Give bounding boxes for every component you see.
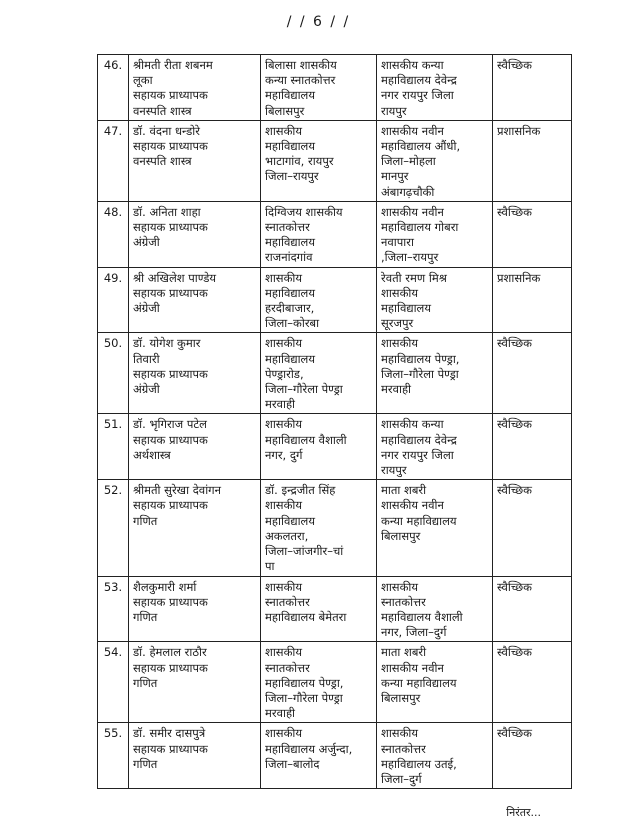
name-designation-cell-line: सहायक प्राध्यापक: [133, 220, 208, 235]
current-posting-cell: [261, 414, 377, 480]
name-designation-cell-line: श्रीमती रीता शबनम: [133, 58, 213, 72]
new-posting-cell-line: मानपुर: [381, 169, 409, 184]
current-posting-cell-line: मरवाही: [265, 706, 296, 721]
current-posting-cell-line: मरवाही: [265, 397, 296, 412]
transfer-type-cell: स्वैच्छिक: [493, 414, 572, 480]
new-posting-cell-line: नवापारा: [381, 235, 414, 250]
new-posting-cell-line: महाविद्यालय देवेन्द्र: [381, 73, 457, 88]
new-posting-cell-line: रेवती रमण मिश्र: [381, 270, 447, 285]
transfer-list-table: [97, 54, 572, 789]
table-row: [98, 642, 572, 723]
transfer-type-cell: स्वैच्छिक: [493, 55, 572, 121]
table-row: [98, 201, 572, 267]
name-designation-cell-line: अंग्रेजी: [133, 301, 160, 316]
serial-number-cell: 51.: [98, 414, 129, 480]
new-posting-cell-line: शासकीय कन्या: [381, 417, 444, 432]
current-posting-cell-line: जिला–रायपुर: [265, 169, 319, 184]
name-designation-cell-line: गणित: [133, 609, 158, 624]
current-posting-cell: [261, 333, 377, 414]
current-posting-cell: [261, 576, 377, 642]
name-designation-cell-line: तिवारी: [133, 351, 160, 366]
new-posting-cell-line: शासकीय: [381, 336, 419, 351]
name-designation-cell-line: सहायक प्राध्यापक: [133, 660, 208, 675]
current-posting-cell: [261, 267, 377, 333]
new-posting-cell-line: ,जिला–रायपुर: [381, 250, 439, 265]
current-posting-cell: [261, 55, 377, 121]
name-designation-cell-line: डॉ. वंदना धन्डोरे: [133, 123, 200, 138]
new-posting-cell-line: महाविद्यालय देवेन्द्र: [381, 432, 457, 447]
name-designation-cell-line: सहायक प्राध्यापक: [133, 432, 208, 447]
current-posting-cell-line: राजनांदगांव: [265, 250, 313, 265]
table-row: [98, 55, 572, 121]
current-posting-cell-line: जिला–कोरबा: [265, 316, 320, 331]
current-posting-cell-line: जिला–गौरेला पेण्ड्रा: [265, 382, 343, 397]
serial-number-cell: 48.: [98, 201, 129, 267]
current-posting-cell-line: कन्या स्नातकोत्तर: [265, 73, 336, 88]
current-posting-cell-line: पा: [265, 559, 275, 574]
current-posting-cell-line: शासकीय: [265, 498, 303, 513]
new-posting-cell-line: शासकीय: [381, 579, 419, 594]
transfer-type-cell: प्रशासनिक: [493, 120, 572, 201]
serial-number-cell: 52.: [98, 480, 129, 576]
table-row: [98, 480, 572, 576]
table-row: [98, 576, 572, 642]
name-designation-cell-line: अर्थशास्त्र: [133, 447, 171, 462]
name-designation-cell-line: वनस्पति शास्त्र: [133, 103, 192, 118]
current-posting-cell-line: स्नातकोत्तर: [265, 220, 310, 235]
name-designation-cell-line: लूका: [133, 73, 153, 88]
current-posting-cell-line: भाटागांव, रायपुर: [265, 154, 334, 169]
table-row: [98, 120, 572, 201]
new-posting-cell-line: शासकीय नवीन: [381, 498, 444, 513]
new-posting-cell-line: शासकीय नवीन: [381, 660, 444, 675]
transfer-type-cell: स्वैच्छिक: [493, 723, 572, 789]
current-posting-cell-line: महाविद्यालय अर्जुन्दा,: [265, 741, 353, 756]
name-designation-cell: [129, 480, 261, 576]
transfer-type-cell: स्वैच्छिक: [493, 333, 572, 414]
name-designation-cell: [129, 333, 261, 414]
name-designation-cell-line: सहायक प्राध्यापक: [133, 594, 208, 609]
current-posting-cell-line: बिलासा शासकीय: [265, 58, 337, 72]
current-posting-cell-line: महाविद्यालय: [265, 139, 316, 154]
serial-number-cell: 53.: [98, 576, 129, 642]
new-posting-cell: [377, 576, 493, 642]
current-posting-cell: [261, 642, 377, 723]
new-posting-cell: [377, 120, 493, 201]
new-posting-cell-line: महाविद्यालय उतई,: [381, 756, 457, 771]
current-posting-cell-line: बिलासपुर: [265, 103, 305, 118]
name-designation-cell: [129, 55, 261, 121]
current-posting-cell-line: महाविद्यालय: [265, 285, 316, 300]
current-posting-cell-line: नगर, दुर्ग: [265, 447, 303, 462]
name-designation-cell-line: सहायक प्राध्यापक: [133, 741, 208, 756]
new-posting-cell-line: महाविद्यालय पेण्ड्रा,: [381, 351, 460, 366]
serial-number-cell: 46.: [98, 55, 129, 121]
current-posting-cell-line: शासकीय: [265, 270, 303, 285]
name-designation-cell-line: डॉ. भृगिराज पटेल: [133, 417, 207, 432]
table-row: [98, 414, 572, 480]
new-posting-cell-line: महाविद्यालय गोबरा: [381, 220, 459, 235]
serial-number-cell: 55.: [98, 723, 129, 789]
current-posting-cell-line: पेण्ड्रारोड,: [265, 366, 304, 381]
current-posting-cell-line: महाविद्यालय पेण्ड्रा,: [265, 675, 344, 690]
transfer-type-cell: स्वैच्छिक: [493, 201, 572, 267]
current-posting-cell-line: स्नातकोत्तर: [265, 660, 310, 675]
name-designation-cell-line: सहायक प्राध्यापक: [133, 498, 208, 513]
new-posting-cell-line: माता शबरी: [381, 483, 427, 498]
name-designation-cell-line: सहायक प्राध्यापक: [133, 88, 208, 103]
table-row: [98, 723, 572, 789]
new-posting-cell-line: बिलासपुर: [381, 528, 421, 543]
new-posting-cell: [377, 201, 493, 267]
new-posting-cell-line: बिलासपुर: [381, 690, 421, 705]
name-designation-cell: [129, 642, 261, 723]
current-posting-cell-line: डॉ. इन्द्रजीत सिंह: [265, 483, 336, 498]
current-posting-cell-line: शासकीय: [265, 417, 303, 432]
new-posting-cell-line: जिला–गौरेला पेण्ड्रा: [381, 366, 459, 381]
new-posting-cell-line: शासकीय कन्या: [381, 58, 444, 72]
name-designation-cell-line: सहायक प्राध्यापक: [133, 366, 208, 381]
current-posting-cell: [261, 480, 377, 576]
new-posting-cell-line: माता शबरी: [381, 645, 427, 660]
new-posting-cell: [377, 480, 493, 576]
current-posting-cell-line: दिग्विजय शासकीय: [265, 204, 343, 219]
current-posting-cell-line: महाविद्यालय: [265, 88, 316, 103]
new-posting-cell: [377, 55, 493, 121]
name-designation-cell: [129, 201, 261, 267]
name-designation-cell-line: डॉ. समीर दासपुत्रे: [133, 726, 206, 741]
new-posting-cell-line: शासकीय: [381, 726, 419, 741]
new-posting-cell-line: महाविद्यालय वैशाली: [381, 609, 463, 624]
name-designation-cell-line: डॉ. अनिता शाहा: [133, 204, 201, 219]
new-posting-cell: [377, 267, 493, 333]
new-posting-cell-line: मरवाही: [381, 382, 412, 397]
current-posting-cell-line: स्नातकोत्तर: [265, 594, 310, 609]
name-designation-cell-line: डॉ. योगेश कुमार: [133, 336, 201, 351]
name-designation-cell-line: गणित: [133, 756, 158, 771]
name-designation-cell-line: डॉ. हेमलाल राठौर: [133, 645, 207, 660]
current-posting-cell-line: शासकीय: [265, 579, 303, 594]
new-posting-cell-line: शासकीय नवीन: [381, 204, 444, 219]
name-designation-cell-line: शैलकुमारी शर्मा: [133, 579, 197, 594]
name-designation-cell: [129, 120, 261, 201]
current-posting-cell-line: शासकीय: [265, 336, 303, 351]
new-posting-cell-line: स्नातकोत्तर: [381, 594, 426, 609]
current-posting-cell: [261, 723, 377, 789]
new-posting-cell-line: जिला–दुर्ग: [381, 771, 422, 786]
new-posting-cell-line: कन्या महाविद्यालय: [381, 675, 457, 690]
current-posting-cell-line: जिला–जांजगीर–चां: [265, 544, 344, 559]
transfer-type-cell: प्रशासनिक: [493, 267, 572, 333]
current-posting-cell-line: महाविद्यालय: [265, 235, 316, 250]
new-posting-cell-line: नगर रायपुर जिला: [381, 88, 454, 103]
current-posting-cell-line: अकलतरा,: [265, 528, 309, 543]
new-posting-cell-line: अंबागढ़चौकी: [381, 184, 435, 199]
new-posting-cell-line: रायपुर: [381, 103, 407, 118]
new-posting-cell-line: स्नातकोत्तर: [381, 741, 426, 756]
name-designation-cell: [129, 576, 261, 642]
new-posting-cell-line: शासकीय नवीन: [381, 123, 444, 138]
current-posting-cell-line: हरदीबाजार,: [265, 301, 315, 316]
current-posting-cell: [261, 201, 377, 267]
new-posting-cell-line: शासकीय: [381, 285, 419, 300]
name-designation-cell-line: वनस्पति शास्त्र: [133, 154, 192, 169]
transfer-type-cell: स्वैच्छिक: [493, 576, 572, 642]
new-posting-cell: [377, 723, 493, 789]
name-designation-cell-line: अंग्रेजी: [133, 235, 160, 250]
name-designation-cell-line: गणित: [133, 513, 158, 528]
name-designation-cell-line: श्री अखिलेश पाण्डेय: [133, 270, 217, 285]
table-row: [98, 333, 572, 414]
current-posting-cell-line: महाविद्यालय वैशाली: [265, 432, 347, 447]
new-posting-cell-line: महाविद्यालय: [381, 301, 432, 316]
serial-number-cell: 50.: [98, 333, 129, 414]
name-designation-cell-line: सहायक प्राध्यापक: [133, 139, 208, 154]
continued-note: निरंतर...: [506, 806, 541, 819]
current-posting-cell-line: महाविद्यालय: [265, 513, 316, 528]
name-designation-cell: [129, 414, 261, 480]
new-posting-cell-line: नगर, जिला–दुर्ग: [381, 625, 447, 640]
new-posting-cell-line: जिला–मोहला: [381, 154, 436, 169]
new-posting-cell: [377, 642, 493, 723]
serial-number-cell: 47.: [98, 120, 129, 201]
serial-number-cell: 49.: [98, 267, 129, 333]
new-posting-cell-line: सूरजपुर: [381, 316, 414, 331]
new-posting-cell-line: कन्या महाविद्यालय: [381, 513, 457, 528]
new-posting-cell: [377, 333, 493, 414]
current-posting-cell-line: शासकीय: [265, 123, 303, 138]
name-designation-cell-line: गणित: [133, 675, 158, 690]
page-number-header: / / 6 / /: [286, 14, 351, 30]
current-posting-cell-line: महाविद्यालय बेमेतरा: [265, 609, 347, 624]
new-posting-cell-line: रायपुर: [381, 463, 407, 478]
current-posting-cell: [261, 120, 377, 201]
current-posting-cell-line: शासकीय: [265, 645, 303, 660]
table-body: [98, 55, 572, 789]
name-designation-cell: [129, 723, 261, 789]
transfer-type-cell: स्वैच्छिक: [493, 480, 572, 576]
name-designation-cell-line: सहायक प्राध्यापक: [133, 285, 208, 300]
name-designation-cell: [129, 267, 261, 333]
name-designation-cell-line: श्रीमती सुरेखा देवांगन: [133, 483, 222, 498]
current-posting-cell-line: जिला–बालोद: [265, 756, 320, 771]
current-posting-cell-line: महाविद्यालय: [265, 351, 316, 366]
current-posting-cell-line: शासकीय: [265, 726, 303, 741]
table-row: [98, 267, 572, 333]
name-designation-cell-line: अंग्रेजी: [133, 382, 160, 397]
new-posting-cell-line: नगर रायपुर जिला: [381, 447, 454, 462]
serial-number-cell: 54.: [98, 642, 129, 723]
transfer-type-cell: स्वैच्छिक: [493, 642, 572, 723]
new-posting-cell-line: महाविद्यालय औंधी,: [381, 139, 461, 154]
new-posting-cell: [377, 414, 493, 480]
current-posting-cell-line: जिला–गौरेला पेण्ड्रा: [265, 690, 343, 705]
